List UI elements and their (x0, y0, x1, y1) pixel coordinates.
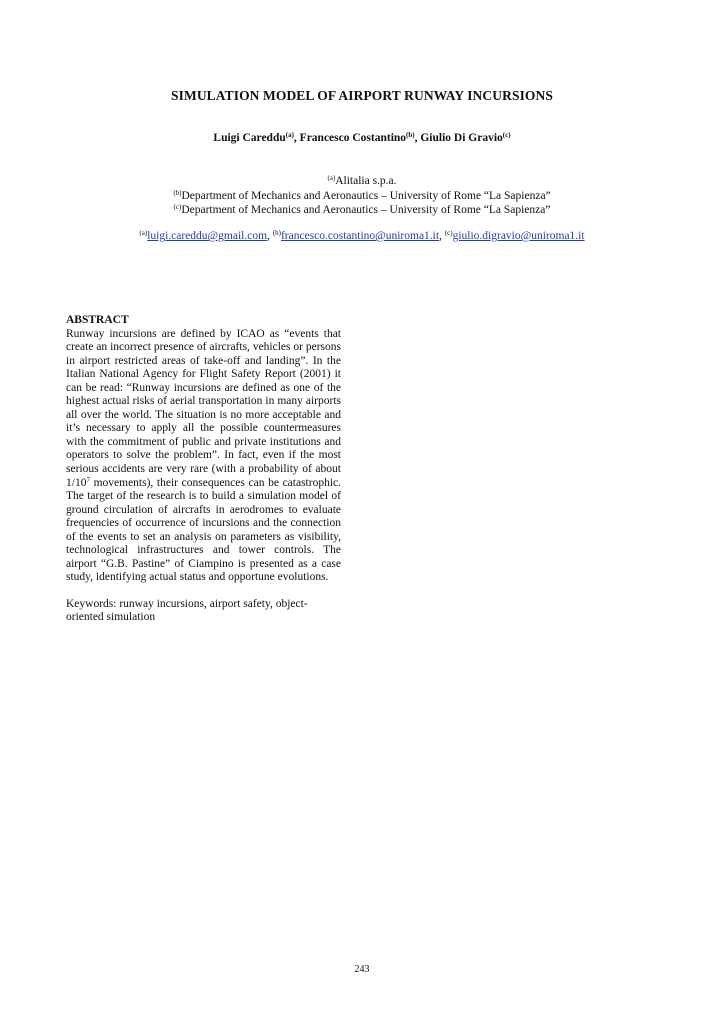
email-mark: (a) (139, 229, 148, 237)
email-list (0, 230, 724, 242)
affiliation-text: Department of Mechanics and Aeronautics – University of Rome “La Sapienza” (181, 204, 551, 216)
email-link[interactable]: francesco.costantino@uniroma1.it (280, 230, 440, 242)
author-separator: , (293, 132, 300, 144)
page-number: 243 (354, 964, 370, 975)
abstract-section (66, 314, 341, 625)
author-name: Luigi Careddu (213, 132, 286, 144)
affiliation-mark: (c) (173, 203, 182, 211)
email-separator: , (267, 230, 273, 242)
abstract-body (66, 328, 341, 585)
keywords: Keywords: runway incursions, airport safety, object-oriented simulation (66, 597, 308, 624)
email-mark: (c) (444, 229, 453, 237)
affiliation-mark: (a) (327, 174, 336, 182)
author-mark: (a) (285, 131, 294, 139)
affiliation (0, 174, 724, 189)
email-separator: , (439, 230, 445, 242)
abstract-text: Runway incursions are defined by ICAO as “events that create an incorrect presence of aircrafts, vehicles or persons in airport restricted areas of take-off and landing”. In the Italian National Agency for Flight Safety Report (2001) it can be read: “Runway incursions are defined as one of the highest actual risks of aerial transportation in many airports all over the world. The situation is no more acceptable and it’s necessary to apply all the possible countermeasures with the commitment of public and private institutions and operators to solve the problem”. In fact, even if the most serious accidents are very rare (with a probability of about 1/10 (66, 327, 341, 489)
paper-title: SIMULATION MODEL OF AIRPORT RUNWAY INCURSIONS (171, 88, 553, 103)
affiliation-list (0, 174, 724, 218)
author-name: Francesco Costantino (299, 132, 407, 144)
author-name: Giulio Di Gravio (420, 132, 503, 144)
email-link[interactable]: giulio.digravio@uniroma1.it (452, 230, 585, 242)
affiliation (0, 203, 724, 218)
affiliation-text: Department of Mechanics and Aeronautics – University of Rome “La Sapienza” (181, 189, 551, 202)
author-list (0, 132, 724, 144)
author-separator: , (414, 132, 421, 144)
affiliation-mark: (b) (173, 188, 182, 197)
author-mark: (b) (406, 131, 415, 139)
author-mark: (c) (502, 131, 511, 139)
abstract-text: movements), their consequences can be catastrophic. The target of the research is to build a simulation model of ground circulation of aircrafts in aerodromes to evaluate frequencies of occurrence of incursions and the connection of the events to set an analysis on parameters as visibility, technological infrastructures and tower controls. The airport “G.B. Pastine” of Ciampino is presented as a case study, identifying actual status and opportune evolutions. (66, 476, 341, 584)
abstract-superscript: 7 (86, 475, 90, 484)
affiliation-text: Alitalia s.p.a. (335, 175, 397, 187)
email-mark: (b) (272, 229, 281, 237)
email-link[interactable]: luigi.careddu@gmail.com (147, 230, 268, 242)
affiliation (0, 189, 724, 204)
abstract-heading: ABSTRACT (66, 314, 129, 326)
